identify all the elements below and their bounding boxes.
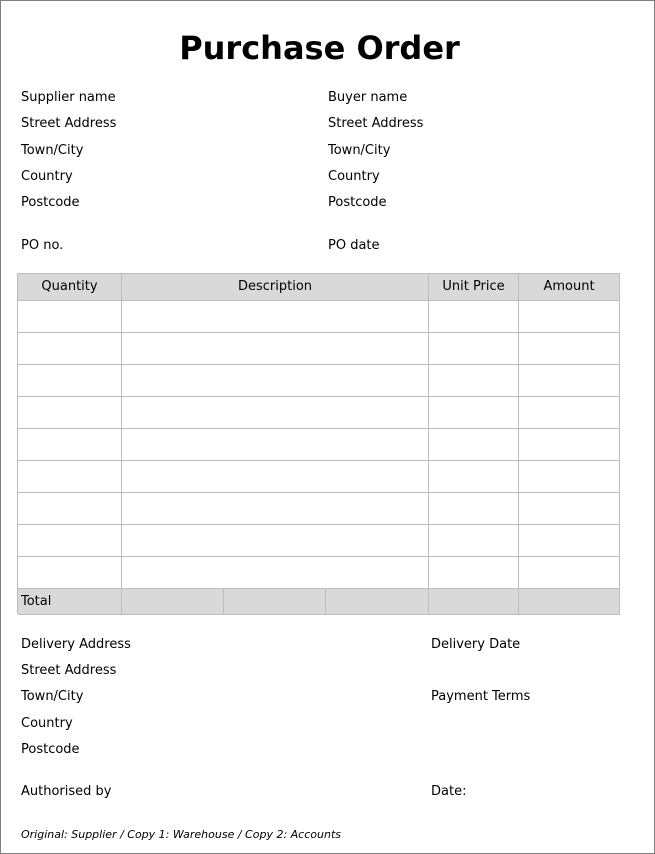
supplier-street-label: Street Address — [21, 116, 117, 131]
table-cell[interactable] — [122, 333, 429, 365]
supplier-town-label: Town/City — [21, 143, 84, 158]
delivery-date-label: Delivery Date — [431, 637, 521, 652]
table-cell[interactable] — [18, 429, 122, 461]
po-number-label: PO no. — [21, 238, 64, 253]
table-cell[interactable] — [429, 557, 519, 589]
table-cell[interactable] — [18, 365, 122, 397]
delivery-street-label: Street Address — [21, 663, 117, 678]
table-cell[interactable] — [18, 557, 122, 589]
table-cell[interactable] — [122, 429, 429, 461]
po-date-label: PO date — [328, 238, 380, 253]
supplier-country-label: Country — [21, 169, 73, 184]
table-cell[interactable] — [18, 301, 122, 333]
table-cell[interactable] — [519, 301, 620, 333]
page-title: Purchase Order — [179, 29, 460, 67]
table-cell[interactable] — [429, 525, 519, 557]
header-quantity: Quantity — [18, 274, 122, 301]
table-cell[interactable] — [122, 493, 429, 525]
authorised-by-label: Authorised by — [21, 784, 112, 799]
header-unit-price: Unit Price — [429, 274, 519, 301]
header-description: Description — [122, 274, 429, 301]
table-cell[interactable] — [519, 365, 620, 397]
buyer-name-label: Buyer name — [328, 90, 408, 105]
table-cell[interactable] — [519, 557, 620, 589]
table-cell[interactable] — [429, 301, 519, 333]
delivery-country-label: Country — [21, 716, 73, 731]
table-cell[interactable] — [429, 461, 519, 493]
table-cell[interactable] — [519, 493, 620, 525]
supplier-postcode-label: Postcode — [21, 195, 80, 210]
total-cell[interactable] — [224, 589, 326, 615]
buyer-postcode-label: Postcode — [328, 195, 387, 210]
table-cell[interactable] — [519, 461, 620, 493]
footer-copies-note: Original: Supplier / Copy 1: Warehouse / Copy 2: Accounts — [21, 828, 341, 841]
table-cell[interactable] — [18, 461, 122, 493]
table-cell[interactable] — [429, 397, 519, 429]
total-cell[interactable] — [429, 589, 519, 615]
delivery-address-label: Delivery Address — [21, 637, 131, 652]
table-cell[interactable] — [519, 429, 620, 461]
payment-terms-label: Payment Terms — [431, 689, 531, 704]
table-cell[interactable] — [429, 333, 519, 365]
table-cell[interactable] — [519, 333, 620, 365]
table-cell[interactable] — [429, 365, 519, 397]
items-table — [17, 273, 620, 614]
buyer-street-label: Street Address — [328, 116, 424, 131]
table-cell[interactable] — [18, 525, 122, 557]
table-cell[interactable] — [122, 365, 429, 397]
delivery-town-label: Town/City — [21, 689, 84, 704]
date-label: Date: — [431, 784, 467, 799]
table-cell[interactable] — [519, 525, 620, 557]
table-cell[interactable] — [122, 557, 429, 589]
table-cell[interactable] — [18, 333, 122, 365]
header-amount: Amount — [519, 274, 620, 301]
table-cell[interactable] — [18, 493, 122, 525]
table-cell[interactable] — [519, 397, 620, 429]
total-amount-cell[interactable] — [519, 589, 620, 615]
delivery-postcode-label: Postcode — [21, 742, 80, 757]
table-cell[interactable] — [122, 301, 429, 333]
total-cell[interactable] — [326, 589, 429, 615]
table-cell[interactable] — [122, 461, 429, 493]
table-cell[interactable] — [429, 429, 519, 461]
table-cell[interactable] — [429, 493, 519, 525]
table-cell[interactable] — [122, 397, 429, 429]
supplier-name-label: Supplier name — [21, 90, 116, 105]
total-label-cell — [18, 589, 122, 615]
total-label: Total — [21, 594, 52, 609]
table-cell[interactable] — [18, 397, 122, 429]
buyer-country-label: Country — [328, 169, 380, 184]
buyer-town-label: Town/City — [328, 143, 391, 158]
table-cell[interactable] — [122, 525, 429, 557]
total-cell[interactable] — [122, 589, 224, 615]
